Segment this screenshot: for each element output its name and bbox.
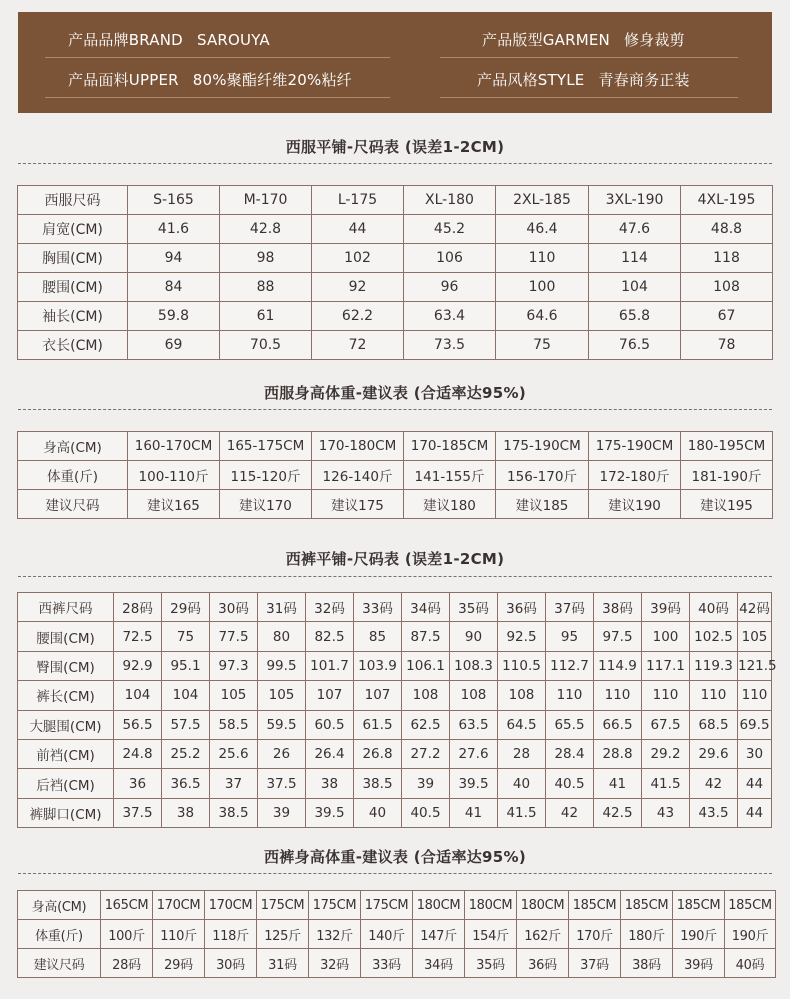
table-cell: 72.5	[114, 622, 162, 651]
table-cell: 126-140斤	[312, 461, 404, 490]
pants-size-table	[17, 592, 777, 828]
table-cell: 67	[681, 302, 773, 331]
row-header-cell: 建议尺码	[18, 949, 101, 978]
spec-label: 产品面料UPPER	[68, 71, 179, 89]
table-cell: 29码	[162, 593, 210, 622]
table-cell: 42.8	[220, 215, 312, 244]
table-cell: 95.1	[162, 651, 210, 680]
table-cell: 42.5	[594, 798, 642, 827]
table-row	[18, 769, 772, 798]
table-cell: 64.5	[498, 710, 546, 739]
table-cell: 42码	[738, 593, 772, 622]
table-row	[18, 593, 772, 622]
table-cell: 104	[589, 273, 681, 302]
table-row	[18, 490, 773, 519]
table-cell: 108	[681, 273, 773, 302]
table-cell: 27.2	[402, 739, 450, 768]
table-cell: 82.5	[306, 622, 354, 651]
table-cell: 39.5	[306, 798, 354, 827]
table-cell: 33码	[361, 949, 413, 978]
pants-size-title: 西裤平铺-尺码表 (误差1-2CM)	[285, 550, 505, 568]
row-header-cell: 胸围(CM)	[18, 244, 128, 273]
table-cell: 105	[258, 681, 306, 710]
table-cell: 31码	[258, 593, 306, 622]
table-cell: 185CM	[725, 891, 776, 920]
table-cell: 147斤	[413, 920, 465, 949]
table-cell: 38码	[621, 949, 673, 978]
table-cell: 110.5	[498, 651, 546, 680]
row-header-cell: 大腿围(CM)	[18, 710, 114, 739]
table-cell: 59.5	[258, 710, 306, 739]
table-cell: 92.5	[498, 622, 546, 651]
table-cell: 41	[594, 769, 642, 798]
table-cell: 41.5	[642, 769, 690, 798]
table-cell: 108	[450, 681, 498, 710]
pants-height-weight-table	[17, 890, 776, 978]
spec-style	[477, 69, 690, 90]
table-cell: 141-155斤	[404, 461, 496, 490]
table-cell: 165-175CM	[220, 432, 312, 461]
table-row	[18, 739, 772, 768]
table-cell: 69.5	[738, 710, 772, 739]
table-cell: 170CM	[153, 891, 205, 920]
table-cell: 建议185	[496, 490, 589, 519]
table-cell: 建议180	[404, 490, 496, 519]
table-cell: 39码	[673, 949, 725, 978]
row-header-cell: 后裆(CM)	[18, 769, 114, 798]
table-cell: 110	[546, 681, 594, 710]
table-cell: 104	[114, 681, 162, 710]
table-cell: 38	[162, 798, 210, 827]
table-row	[18, 302, 773, 331]
table-cell: 34码	[402, 593, 450, 622]
table-row	[18, 681, 772, 710]
table-cell: 132斤	[309, 920, 361, 949]
table-cell: 28.8	[594, 739, 642, 768]
table-cell: 73.5	[404, 331, 496, 360]
table-cell: 180-195CM	[681, 432, 773, 461]
table-cell: 185CM	[673, 891, 725, 920]
table-cell: 94	[128, 244, 220, 273]
table-cell: 75	[496, 331, 589, 360]
spec-label: 产品风格STYLE	[477, 71, 585, 89]
table-cell: 140斤	[361, 920, 413, 949]
table-cell: 98	[220, 244, 312, 273]
table-cell: 170-185CM	[404, 432, 496, 461]
table-cell: 25.2	[162, 739, 210, 768]
table-cell: 46.4	[496, 215, 589, 244]
table-row	[18, 622, 772, 651]
table-cell: 31码	[257, 949, 309, 978]
table-cell: 87.5	[402, 622, 450, 651]
table-cell: 75	[162, 622, 210, 651]
row-header-cell: 体重(斤)	[18, 920, 101, 949]
table-cell: 36.5	[162, 769, 210, 798]
table-cell: 64.6	[496, 302, 589, 331]
table-cell: 57.5	[162, 710, 210, 739]
table-cell: 69	[128, 331, 220, 360]
table-cell: 80	[258, 622, 306, 651]
table-cell: 65.8	[589, 302, 681, 331]
table-cell: 100斤	[101, 920, 153, 949]
section-divider	[18, 163, 772, 164]
table-cell: 90	[450, 622, 498, 651]
table-cell: 185CM	[569, 891, 621, 920]
table-cell: 110	[496, 244, 589, 273]
table-cell: 30码	[210, 593, 258, 622]
table-cell: 42	[546, 798, 594, 827]
spec-divider	[440, 97, 738, 98]
table-cell: 建议190	[589, 490, 681, 519]
table-cell: 110斤	[153, 920, 205, 949]
table-cell: 114.9	[594, 651, 642, 680]
table-cell: 59.8	[128, 302, 220, 331]
table-cell: 88	[220, 273, 312, 302]
suit-height-title: 西服身高体重-建议表 (合适率达95%)	[263, 384, 527, 402]
table-row	[18, 244, 773, 273]
table-cell: 43.5	[690, 798, 738, 827]
section-divider	[18, 873, 772, 874]
table-cell: 112.7	[546, 651, 594, 680]
table-row	[18, 798, 772, 827]
table-cell: 165CM	[101, 891, 153, 920]
spec-divider	[440, 57, 738, 58]
table-cell: 106	[404, 244, 496, 273]
spec-label: 产品版型GARMEN	[482, 31, 610, 49]
table-cell: 101.7	[306, 651, 354, 680]
table-cell: 110	[738, 681, 772, 710]
spec-fit	[482, 29, 685, 50]
table-cell: 154斤	[465, 920, 517, 949]
row-header-cell: 臀围(CM)	[18, 651, 114, 680]
row-header-cell: 建议尺码	[18, 490, 128, 519]
row-header-cell: 西裤尺码	[18, 593, 114, 622]
table-cell: 180CM	[517, 891, 569, 920]
table-cell: 38码	[594, 593, 642, 622]
table-cell: 29码	[153, 949, 205, 978]
table-cell: 190斤	[673, 920, 725, 949]
table-cell: 35码	[450, 593, 498, 622]
table-cell: 58.5	[210, 710, 258, 739]
table-cell: 97.5	[594, 622, 642, 651]
table-cell: 119.3	[690, 651, 738, 680]
table-cell: 63.5	[450, 710, 498, 739]
table-cell: 103.9	[354, 651, 402, 680]
row-header-cell: 身高(CM)	[18, 891, 101, 920]
table-cell: 85	[354, 622, 402, 651]
table-cell: 99.5	[258, 651, 306, 680]
table-cell: 39	[258, 798, 306, 827]
table-cell: 26	[258, 739, 306, 768]
table-cell: 30码	[205, 949, 257, 978]
table-cell: 33码	[354, 593, 402, 622]
table-cell: 76.5	[589, 331, 681, 360]
table-cell: 40	[498, 769, 546, 798]
row-header-cell: 肩宽(CM)	[18, 215, 128, 244]
table-cell: 47.6	[589, 215, 681, 244]
table-cell: 25.6	[210, 739, 258, 768]
table-cell: 172-180斤	[589, 461, 681, 490]
suit-size-title: 西服平铺-尺码表 (误差1-2CM)	[285, 138, 505, 156]
table-cell: 102.5	[690, 622, 738, 651]
table-cell: 29.2	[642, 739, 690, 768]
table-cell: 4XL-195	[681, 186, 773, 215]
table-cell: 180CM	[413, 891, 465, 920]
table-row	[18, 273, 773, 302]
table-cell: 40.5	[402, 798, 450, 827]
table-cell: 170CM	[205, 891, 257, 920]
table-cell: 104	[162, 681, 210, 710]
table-cell: 48.8	[681, 215, 773, 244]
table-cell: 92.9	[114, 651, 162, 680]
table-cell: S-165	[128, 186, 220, 215]
table-cell: 36	[114, 769, 162, 798]
table-cell: 68.5	[690, 710, 738, 739]
table-cell: 39.5	[450, 769, 498, 798]
row-header-cell: 身高(CM)	[18, 432, 128, 461]
spec-value: 修身裁剪	[623, 31, 685, 49]
table-cell: 180斤	[621, 920, 673, 949]
table-cell: 26.8	[354, 739, 402, 768]
row-header-cell: 体重(斤)	[18, 461, 128, 490]
table-cell: 28码	[114, 593, 162, 622]
row-header-cell: 裤长(CM)	[18, 681, 114, 710]
table-cell: 40码	[725, 949, 776, 978]
table-row	[18, 710, 772, 739]
table-cell: 110	[594, 681, 642, 710]
table-cell: 41	[450, 798, 498, 827]
table-cell: 3XL-190	[589, 186, 681, 215]
table-cell: 175-190CM	[496, 432, 589, 461]
table-cell: 156-170斤	[496, 461, 589, 490]
section-divider	[18, 576, 772, 577]
table-cell: 32码	[306, 593, 354, 622]
table-cell: 30	[738, 739, 772, 768]
table-cell: 162斤	[517, 920, 569, 949]
table-cell: 160-170CM	[128, 432, 220, 461]
table-cell: 77.5	[210, 622, 258, 651]
table-cell: 66.5	[594, 710, 642, 739]
table-row	[18, 432, 773, 461]
table-cell: 100	[496, 273, 589, 302]
table-cell: 100-110斤	[128, 461, 220, 490]
table-cell: 63.4	[404, 302, 496, 331]
table-cell: 100	[642, 622, 690, 651]
table-cell: 107	[354, 681, 402, 710]
table-cell: L-175	[312, 186, 404, 215]
row-header-cell: 西服尺码	[18, 186, 128, 215]
table-cell: M-170	[220, 186, 312, 215]
table-row	[18, 920, 776, 949]
table-cell: 41.5	[498, 798, 546, 827]
table-cell: 105	[738, 622, 772, 651]
table-cell: 115-120斤	[220, 461, 312, 490]
table-cell: 26.4	[306, 739, 354, 768]
table-cell: 70.5	[220, 331, 312, 360]
table-cell: 110	[690, 681, 738, 710]
table-cell: 37.5	[114, 798, 162, 827]
table-cell: 170斤	[569, 920, 621, 949]
table-cell: 61	[220, 302, 312, 331]
table-cell: 32码	[309, 949, 361, 978]
table-cell: 67.5	[642, 710, 690, 739]
table-cell: 65.5	[546, 710, 594, 739]
table-cell: 105	[210, 681, 258, 710]
row-header-cell: 前裆(CM)	[18, 739, 114, 768]
table-cell: 114	[589, 244, 681, 273]
table-cell: 44	[312, 215, 404, 244]
table-row	[18, 891, 776, 920]
table-cell: 108	[402, 681, 450, 710]
table-row	[18, 949, 776, 978]
table-cell: 97.3	[210, 651, 258, 680]
table-cell: 44	[738, 769, 772, 798]
table-cell: 108	[498, 681, 546, 710]
table-cell: 建议175	[312, 490, 404, 519]
table-cell: 108.3	[450, 651, 498, 680]
suit-height-weight-table	[17, 431, 773, 519]
table-cell: 118	[681, 244, 773, 273]
table-cell: 62.5	[402, 710, 450, 739]
table-cell: 37码	[546, 593, 594, 622]
spec-brand	[68, 29, 270, 50]
row-header-cell: 袖长(CM)	[18, 302, 128, 331]
table-cell: 72	[312, 331, 404, 360]
spec-label: 产品品牌BRAND	[68, 31, 183, 49]
table-cell: 102	[312, 244, 404, 273]
table-cell: 建议165	[128, 490, 220, 519]
table-cell: 106.1	[402, 651, 450, 680]
table-cell: 37.5	[258, 769, 306, 798]
table-cell: 39码	[642, 593, 690, 622]
table-cell: 181-190斤	[681, 461, 773, 490]
table-cell: 28码	[101, 949, 153, 978]
table-cell: 62.2	[312, 302, 404, 331]
pants-height-title: 西裤身高体重-建议表 (合适率达95%)	[263, 848, 527, 866]
table-cell: 39	[402, 769, 450, 798]
table-cell: 40	[354, 798, 402, 827]
spec-value: SAROUYA	[196, 31, 270, 49]
spec-value: 青春商务正装	[598, 71, 690, 89]
table-cell: 107	[306, 681, 354, 710]
table-cell: 175CM	[361, 891, 413, 920]
table-cell: 27.6	[450, 739, 498, 768]
table-cell: 2XL-185	[496, 186, 589, 215]
table-cell: 28	[498, 739, 546, 768]
table-cell: 24.8	[114, 739, 162, 768]
table-cell: 45.2	[404, 215, 496, 244]
table-cell: 175CM	[257, 891, 309, 920]
table-cell: 38.5	[354, 769, 402, 798]
table-cell: 175CM	[309, 891, 361, 920]
table-cell: 60.5	[306, 710, 354, 739]
table-cell: 29.6	[690, 739, 738, 768]
table-cell: 121.5	[738, 651, 772, 680]
table-cell: 建议195	[681, 490, 773, 519]
table-cell: 41.6	[128, 215, 220, 244]
table-cell: 61.5	[354, 710, 402, 739]
table-row	[18, 331, 773, 360]
table-cell: 35码	[465, 949, 517, 978]
table-cell: 78	[681, 331, 773, 360]
table-cell: 37	[210, 769, 258, 798]
table-cell: 36码	[498, 593, 546, 622]
table-cell: 44	[738, 798, 772, 827]
table-cell: 92	[312, 273, 404, 302]
table-row	[18, 461, 773, 490]
spec-material	[68, 69, 352, 90]
table-cell: 180CM	[465, 891, 517, 920]
table-cell: 34码	[413, 949, 465, 978]
spec-divider	[45, 57, 390, 58]
table-cell: 190斤	[725, 920, 776, 949]
table-cell: 117.1	[642, 651, 690, 680]
table-row	[18, 215, 773, 244]
section-divider	[18, 409, 772, 410]
table-row	[18, 186, 773, 215]
table-cell: 96	[404, 273, 496, 302]
table-cell: 84	[128, 273, 220, 302]
table-cell: 95	[546, 622, 594, 651]
table-cell: 36码	[517, 949, 569, 978]
table-row	[18, 651, 772, 680]
table-cell: 42	[690, 769, 738, 798]
table-cell: 37码	[569, 949, 621, 978]
table-cell: 40.5	[546, 769, 594, 798]
row-header-cell: 衣长(CM)	[18, 331, 128, 360]
row-header-cell: 腰围(CM)	[18, 273, 128, 302]
table-cell: 56.5	[114, 710, 162, 739]
row-header-cell: 腰围(CM)	[18, 622, 114, 651]
table-cell: 125斤	[257, 920, 309, 949]
table-cell: 185CM	[621, 891, 673, 920]
table-cell: 118斤	[205, 920, 257, 949]
table-cell: 40码	[690, 593, 738, 622]
table-cell: 175-190CM	[589, 432, 681, 461]
table-cell: 170-180CM	[312, 432, 404, 461]
suit-size-table	[17, 185, 773, 360]
table-cell: XL-180	[404, 186, 496, 215]
spec-value: 80%聚酯纤维20%粘纤	[192, 71, 352, 89]
row-header-cell: 裤脚口(CM)	[18, 798, 114, 827]
table-cell: 38	[306, 769, 354, 798]
table-cell: 建议170	[220, 490, 312, 519]
spec-divider	[45, 97, 390, 98]
table-cell: 28.4	[546, 739, 594, 768]
table-cell: 43	[642, 798, 690, 827]
table-cell: 110	[642, 681, 690, 710]
table-cell: 38.5	[210, 798, 258, 827]
